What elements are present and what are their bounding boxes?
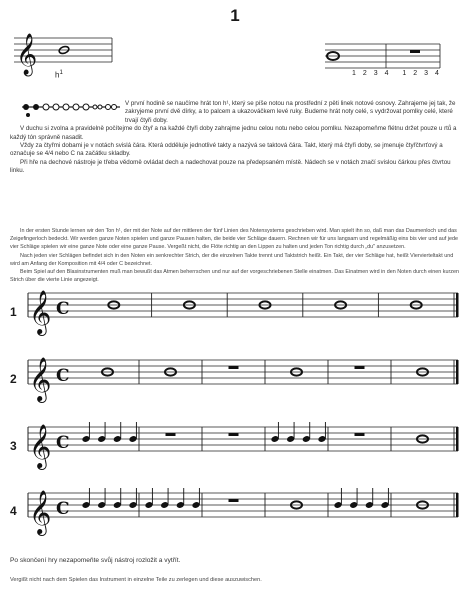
exercise-number: 2 bbox=[10, 372, 17, 386]
final-bar-thick bbox=[456, 427, 459, 451]
treble-clef-icon: 𝄞 bbox=[29, 357, 52, 401]
whole-rest-icon bbox=[229, 499, 239, 502]
note-name-label: $h^1$ bbox=[55, 70, 63, 80]
czech-paragraph: V první hodině se naučíme hrát ton h¹, který se píše notou na prostřední z pěti linek notové osnovy. Zahrajeme jej tak, že zakryjeme první dvě dírky, a to palcem a ukazováčkem levé ruky. Budeme hrát noty celé, s vydržovat pomlky celé, které trvají čtyři doby. bbox=[125, 100, 456, 124]
whole-rest-icon bbox=[355, 433, 365, 436]
common-time-icon: C bbox=[56, 433, 70, 453]
whole-rest-icon bbox=[355, 366, 365, 369]
whole-rest-icon bbox=[229, 433, 239, 436]
final-bar-thick bbox=[456, 493, 459, 517]
footer-german: Vergißt nicht nach dem Spielen das Instrument in einzelne Teile zu zerlegen und diese auszuwischen. bbox=[10, 577, 262, 583]
common-time-icon: C bbox=[56, 499, 70, 519]
common-time-icon: C bbox=[56, 366, 70, 386]
german-paragraph: Beim Spiel auf den Blasinstrumenten muß man bewußt das Atmen beherrschen und nur auf der vorgeschriebenen Stelle einatmen. Das Einatmen wird in den Noten durch einen kurzen Strich über die vierte Linie angezeigt. bbox=[10, 269, 459, 284]
exercise-number: 3 bbox=[10, 439, 17, 453]
czech-paragraph: V duchu si zvolna a pravidelně počítejme do čtyř a na každé čtyři doby zahrajme jednu celou notu nebo celou pomlku. Nezapomeňme flétnu držet pouze u rtů a každý tón správně nasadit. bbox=[10, 125, 457, 141]
czech-paragraph: Vždy za čtyřmi dobami je v notách svislá čára. Která odděluje jednotlivé takty a nazývá se taktová čára. Takt, který má čtyři doby, se jmenuje čtyřčtvrťový a označuje se 4/4 nebo C na začátku skladby. bbox=[10, 142, 443, 158]
exercise-number: 4 bbox=[10, 504, 17, 518]
common-time-icon: C bbox=[56, 299, 70, 319]
beat-counts: 1 2 3 4 1 2 3 4 bbox=[352, 70, 439, 77]
whole-rest-icon bbox=[229, 366, 239, 369]
exercise-number: 1 bbox=[10, 305, 17, 319]
german-paragraph: Nach jeden vier Schlägen befindet sich in den Noten ein senkrechter Strich, der die einzelnen Takte trennt und Taktstrich heißt. Ein Takt, der vier Schläge hat, heißt Viervierteltakt und wird am Anfang der Komposition mit 4/4 oder C bezeichnet. bbox=[10, 252, 454, 267]
czech-paragraph: Při hře na dechové nástroje je třeba vědomě ovládat dech a nadechovat pouze na předepsaném místě. Nádech se v notách značí svislou čárkou přes čtvrtou linku. bbox=[10, 158, 451, 175]
final-bar-thick bbox=[456, 360, 459, 384]
footer-czech: Po skončení hry nezapomeňte svůj nástroj rozložit a vytřít. bbox=[10, 557, 181, 564]
whole-rest-icon bbox=[166, 433, 176, 436]
treble-clef-icon: 𝄞 bbox=[29, 490, 52, 534]
page-number: 1 bbox=[230, 6, 240, 25]
treble-clef-icon: 𝄞 bbox=[16, 34, 38, 75]
final-bar-thick bbox=[456, 293, 459, 317]
treble-clef-icon: 𝄞 bbox=[29, 424, 52, 468]
german-paragraph: In der ersten Stunde lernen wir den Ton h¹, der mit der Note auf der mittleren der fünf Linien des Notensystems geschrieben wird. Man spielt ihn so, daß man das Daumenloch und das Zeigefingerloch bedeckt. Wir werden ganze Noten spielen und ganze Pausen halten, die beide vier Schläge dauern. Rechnen wir für uns langsam und regelmäßig eins bis vier und auf jede vier Schläge spielen wir eine ganze Note oder eine ganze Pause. Vergeßt nicht, die Flöte richtig an den Lippen zu halten und jeden Ton richtig durch „du" anzusetzen. bbox=[10, 228, 458, 251]
treble-clef-icon: 𝄞 bbox=[29, 290, 52, 334]
